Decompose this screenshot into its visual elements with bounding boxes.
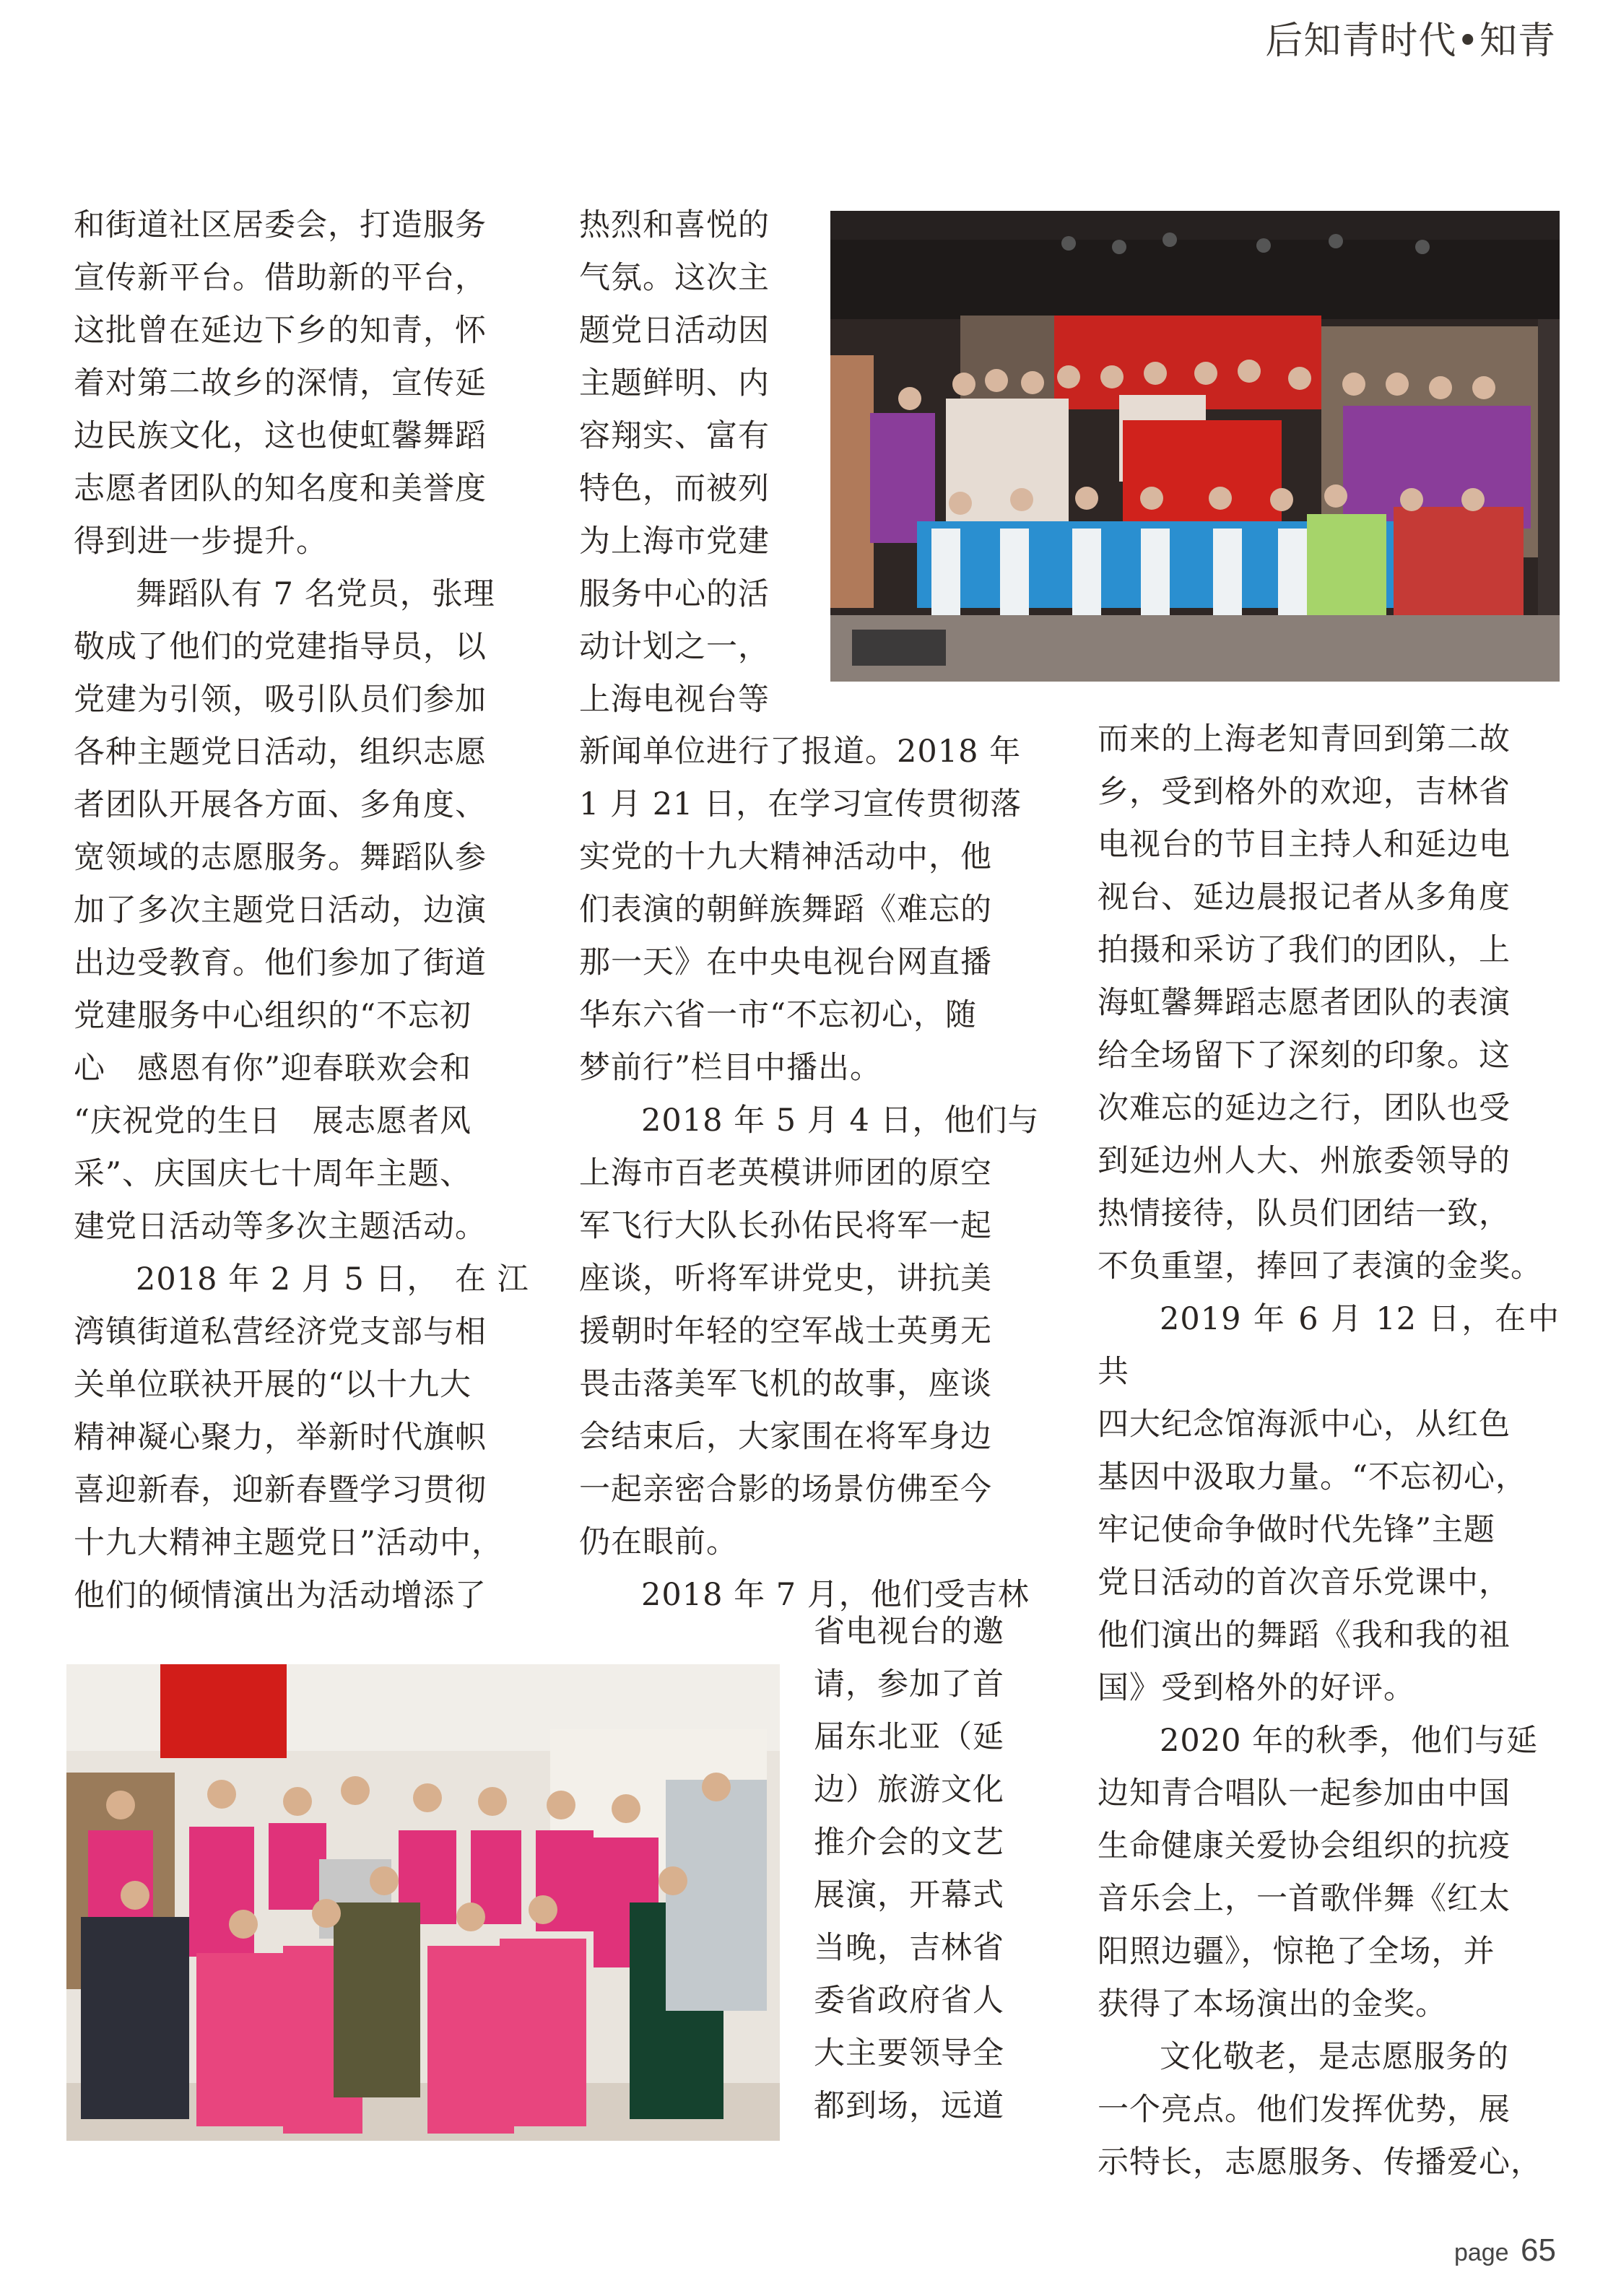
paragraph: 2020 年的秋季，他们与延 边知青合唱队一起参加由中国 生命健康关爱协会组织的抗疫 音乐会上，一首歌伴舞《红太 阳照边疆》，惊艳了全场，并 获得了本场演出的金奖。 (1098, 1723, 1539, 2022)
paragraph: 2018 年 7 月，他们受吉林 (641, 1577, 1030, 1613)
paragraph: 2018 年 2 月 5 日， 在 江 湾镇街道私营经济党支部与相 关单位联袂开展的“以十九大 精神凝心聚力，举新时代旗帜 喜迎新春，迎新春暨学习贯彻 十九大精神主题党日”活动中， 他们的倾情演出为活动增添了 (74, 1261, 529, 1614)
article-column-2-bottom (814, 1606, 1048, 2133)
paragraph: 而来的上海老知青回到第二故 乡，受到格外的欢迎，吉林省 电视台的节目主持人和延边电 视台、延边晨报记者从多角度 拍摄和采访了我们的团队，上 海虹馨舞蹈志愿者团队的表演 给全场留下了深刻的印象。这 次难忘的延边之行，团队也受 到延边州人大、州旅委领导的 热情接待，队员们团结一致， 不负重望，捧回了表演的金奖。 (1098, 721, 1542, 1284)
group-photo-stage (830, 211, 1560, 682)
paragraph: 省电视台的邀 请，参加了首 届东北亚（延 边）旅游文化 推介会的文艺 展演，开幕式 当晚，吉林省 委省政府省人 大主要领导全 都到场，远道 (814, 1614, 1004, 2124)
page-label: page (1453, 2239, 1509, 2266)
article-column-2-middle (579, 726, 1050, 1622)
group-photo-veteran (66, 1664, 780, 2141)
page-number: 65 (1521, 2232, 1556, 2268)
paragraph: 热烈和喜悦的 气氛。这次主 题党日活动因 主题鲜明、内 容翔实、富有 特色，而被列 为上海市党建 服务中心的活 动计划之一， 上海电视台等 (579, 207, 770, 718)
paragraph: 新闻单位进行了报道。2018 年 1 月 21 日，在学习宣传贯彻落 实党的十九大精神活动中，他 们表演的朝鲜族舞蹈《难忘的 那一天》在中央电视台网直播 华东六省一市“不忘初心，随 梦前行”栏目中播出。 (579, 734, 1022, 1086)
page-footer (1454, 2232, 1556, 2269)
article-column-1 (74, 199, 536, 1622)
paragraph: 2019 年 6 月 12 日，在中共 四大纪念馆海派中心，从红色 基因中汲取力量。“不忘初心， 牢记使命争做时代先锋”主题 党日活动的首次音乐党课中， 他们演出的舞蹈《我和我的祖 国》受到格外的好评。 (1098, 1301, 1560, 1706)
paragraph: 和街道社区居委会，打造服务 宣传新平台。借助新的平台， 这批曾在延边下乡的知青，怀 着对第二故乡的深情，宣传延 边民族文化，这也使虹馨舞蹈 志愿者团队的知名度和美誉度 得到进一步提升。 (74, 207, 487, 560)
paragraph: 2018 年 5 月 4 日，他们与 上海市百老英模讲师团的原空 军飞行大队长孙佑民将军一起 座谈，听将军讲党史，讲抗美 援朝时年轻的空军战士英勇无 畏击落美军飞机的故事，座谈 会结束后，大家围在将军身边 一起亲密合影的场景仿佛至今 仍在眼前。 (579, 1103, 1040, 1560)
paragraph: 舞蹈队有 7 名党员，张理 敬成了他们的党建指导员，以 党建为引领，吸引队员们参加 各种主题党日活动，组织志愿 者团队开展各方面、多角度、 宽领域的志愿服务。舞蹈队参 加了多次主题党日活动，边演 出边受教育。他们参加了街道 党建服务中心组织的“不忘初 心 感恩有你”迎春联欢会和 “庆祝党的生日 展志愿者风 采”、庆国庆七十周年主题、 建党日活动等多次主题活动。 (74, 576, 495, 1245)
paragraph: 文化敬老，是志愿服务的 一个亮点。他们发挥优势，展 示特长，志愿服务、传播爱心， (1098, 2039, 1542, 2180)
section-header: 后知青时代•知青 (1265, 19, 1556, 63)
article-column-2-top (579, 199, 788, 726)
article-column-3 (1098, 713, 1560, 2189)
